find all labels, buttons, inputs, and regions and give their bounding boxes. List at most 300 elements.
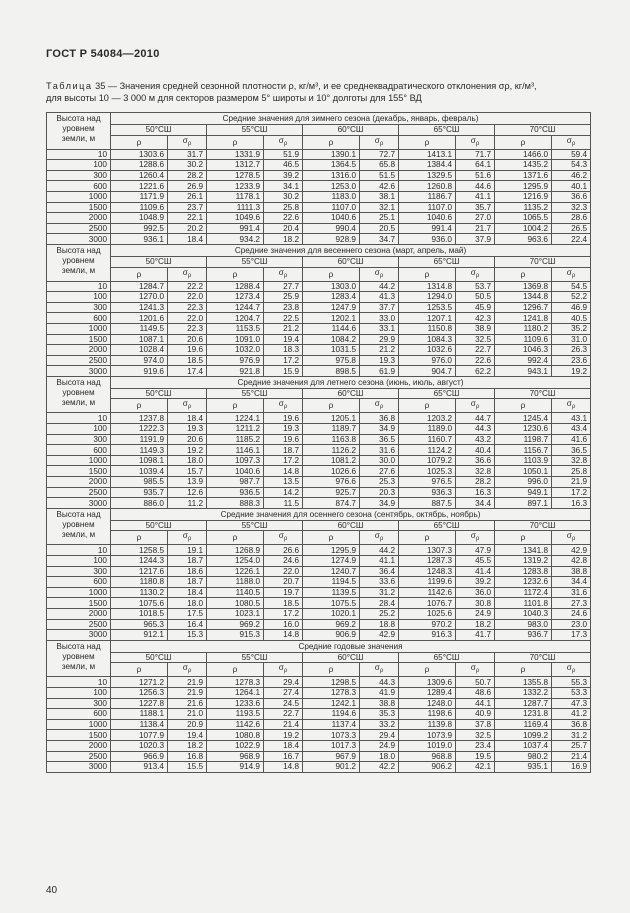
sigma-cell: 21.9: [552, 477, 591, 488]
rho-cell: 936.3: [399, 487, 456, 498]
sigma-cell: 32.5: [456, 334, 495, 345]
latitude-header: 60°СШ: [303, 256, 399, 267]
sigma-cell: 21.7: [456, 223, 495, 234]
sigma-cell: 15.3: [168, 630, 207, 641]
symbol-row: [47, 531, 591, 545]
sigma-cell: 62.2: [456, 366, 495, 377]
sigma-cell: 26.3: [552, 345, 591, 356]
rho-cell: 991.4: [399, 223, 456, 234]
sigma-cell: 22.5: [264, 313, 303, 324]
sigma-subscript: ρ: [475, 140, 480, 147]
altitude-cell: 300: [47, 170, 111, 181]
table-row: [47, 160, 591, 171]
rho-symbol: ρ: [303, 267, 360, 281]
sigma-cell: 18.7: [168, 577, 207, 588]
latitude-header: 65°СШ: [399, 125, 495, 136]
rho-cell: 1025.3: [399, 466, 456, 477]
sigma-cell: 45.9: [456, 302, 495, 313]
sigma-cell: 18.2: [264, 234, 303, 245]
sigma-cell: 31.7: [168, 149, 207, 160]
table-row: [47, 366, 591, 377]
altitude-cell: 10: [47, 281, 111, 292]
rho-cell: 1186.7: [399, 191, 456, 202]
rho-cell: 1193.5: [207, 709, 264, 720]
altitude-cell: 10: [47, 413, 111, 424]
rho-cell: 1183.0: [303, 191, 360, 202]
sigma-cell: 42.8: [552, 556, 591, 567]
sigma-letter: σ: [374, 135, 380, 145]
altitude-cell: 2500: [47, 487, 111, 498]
rho-symbol: ρ: [111, 531, 168, 545]
sigma-cell: 51.6: [456, 170, 495, 181]
sigma-cell: 18.0: [168, 455, 207, 466]
section-title-row: [47, 640, 591, 652]
rho-cell: 1240.7: [303, 566, 360, 577]
rho-cell: 976.5: [399, 477, 456, 488]
sigma-symbol: [456, 267, 495, 281]
rho-cell: 935.1: [495, 762, 552, 773]
rho-cell: 976.9: [207, 355, 264, 366]
rho-cell: 1099.2: [495, 730, 552, 741]
sigma-cell: 14.8: [264, 762, 303, 773]
sigma-symbol: [264, 135, 303, 149]
rho-cell: 1217.6: [111, 566, 168, 577]
sigma-cell: 28.2: [456, 477, 495, 488]
section-title-row: [47, 376, 591, 388]
rho-symbol: ρ: [111, 399, 168, 413]
rho-cell: 936.1: [111, 234, 168, 245]
sigma-cell: 40.4: [456, 445, 495, 456]
sigma-symbol: [456, 663, 495, 677]
sigma-cell: 53.7: [456, 281, 495, 292]
altitude-cell: 10: [47, 545, 111, 556]
sigma-cell: 19.7: [264, 587, 303, 598]
rho-cell: 1025.6: [399, 608, 456, 619]
rho-cell: 1271.2: [111, 677, 168, 688]
rho-cell: 1188.0: [207, 577, 264, 588]
rho-cell: 992.5: [111, 223, 168, 234]
rho-cell: 1307.3: [399, 545, 456, 556]
sigma-cell: 21.4: [264, 719, 303, 730]
altitude-cell: 1500: [47, 202, 111, 213]
sigma-cell: 29.4: [264, 677, 303, 688]
rho-cell: 1163.8: [303, 434, 360, 445]
rho-cell: 1316.0: [303, 170, 360, 181]
sigma-cell: 24.6: [264, 556, 303, 567]
table-row: [47, 234, 591, 245]
altitude-cell: 100: [47, 160, 111, 171]
rho-cell: 1079.2: [399, 455, 456, 466]
sigma-cell: 34.9: [360, 424, 399, 435]
altitude-cell: 3000: [47, 630, 111, 641]
sigma-symbol: [552, 399, 591, 413]
latitude-header: 70°СШ: [495, 520, 591, 531]
latitude-header: 50°СШ: [111, 388, 207, 399]
rho-cell: 1124.2: [399, 445, 456, 456]
caption-text-line2: для высоты 10 — 3 000 м для секторов размером 5° широты и 10° долготы для 155° ВД: [46, 93, 422, 103]
sigma-cell: 41.1: [456, 191, 495, 202]
sigma-cell: 29.4: [360, 730, 399, 741]
rho-cell: 1274.9: [303, 556, 360, 567]
rho-cell: 906.9: [303, 630, 360, 641]
rho-cell: 1135.2: [495, 202, 552, 213]
table-row: [47, 424, 591, 435]
rho-cell: 1018.5: [111, 608, 168, 619]
altitude-cell: 1500: [47, 598, 111, 609]
sigma-letter: σ: [566, 399, 572, 409]
latitude-header: 55°СШ: [207, 125, 303, 136]
altitude-cell: 2000: [47, 740, 111, 751]
table-row: [47, 313, 591, 324]
rho-cell: 1201.6: [111, 313, 168, 324]
altitude-cell: 2000: [47, 477, 111, 488]
rho-cell: 1144.6: [303, 323, 360, 334]
rho-symbol: ρ: [495, 399, 552, 413]
rho-cell: 1203.2: [399, 413, 456, 424]
document-header: ГОСТ Р 54084—2010: [46, 48, 160, 60]
rho-cell: 1142.6: [207, 719, 264, 730]
rho-cell: 1390.1: [303, 149, 360, 160]
sigma-letter: σ: [374, 267, 380, 277]
sigma-cell: 32.5: [456, 730, 495, 741]
sigma-cell: 15.7: [168, 466, 207, 477]
sigma-symbol: [168, 399, 207, 413]
altitude-cell: 2500: [47, 751, 111, 762]
altitude-cell: 300: [47, 566, 111, 577]
table-row: [47, 598, 591, 609]
sigma-symbol: [264, 267, 303, 281]
table-row: [47, 149, 591, 160]
rho-cell: 1028.4: [111, 345, 168, 356]
rho-cell: 963.6: [495, 234, 552, 245]
sigma-letter: σ: [374, 663, 380, 673]
rho-cell: 1040.6: [207, 466, 264, 477]
sigma-cell: 43.1: [552, 413, 591, 424]
rho-cell: 1180.8: [111, 577, 168, 588]
rho-symbol: ρ: [303, 663, 360, 677]
altitude-cell: 1500: [47, 466, 111, 477]
rho-cell: 906.2: [399, 762, 456, 773]
sigma-cell: 47.9: [456, 545, 495, 556]
sigma-cell: 19.4: [168, 730, 207, 741]
sigma-cell: 33.2: [360, 719, 399, 730]
sigma-cell: 22.0: [168, 313, 207, 324]
sigma-cell: 23.6: [552, 355, 591, 366]
sigma-cell: 38.1: [360, 191, 399, 202]
sigma-cell: 17.2: [264, 608, 303, 619]
sigma-cell: 54.5: [552, 281, 591, 292]
rho-cell: 1298.5: [303, 677, 360, 688]
sigma-subscript: ρ: [475, 668, 480, 675]
latitude-header: 70°СШ: [495, 388, 591, 399]
sigma-cell: 18.3: [264, 345, 303, 356]
table-row: [47, 191, 591, 202]
altitude-cell: 600: [47, 313, 111, 324]
sigma-cell: 36.5: [552, 445, 591, 456]
sigma-cell: 16.9: [552, 762, 591, 773]
latitude-header: 65°СШ: [399, 652, 495, 663]
sigma-cell: 33.6: [360, 577, 399, 588]
rho-symbol: ρ: [399, 135, 456, 149]
rho-cell: 1303.0: [303, 281, 360, 292]
rho-symbol: ρ: [111, 267, 168, 281]
rho-cell: 1248.0: [399, 698, 456, 709]
sigma-cell: 36.6: [456, 455, 495, 466]
rho-cell: 943.1: [495, 366, 552, 377]
rho-cell: 1020.1: [303, 608, 360, 619]
table-row: [47, 719, 591, 730]
rho-cell: 1284.7: [111, 281, 168, 292]
rho-cell: 887.5: [399, 498, 456, 509]
sigma-cell: 22.3: [168, 302, 207, 313]
rho-cell: 1202.1: [303, 313, 360, 324]
sigma-subscript: ρ: [475, 404, 480, 411]
rho-cell: 1091.0: [207, 334, 264, 345]
rho-cell: 1384.4: [399, 160, 456, 171]
altitude-cell: 600: [47, 181, 111, 192]
row-header: Высота над уровнем земли, м: [47, 376, 111, 413]
rho-cell: 1241.3: [111, 302, 168, 313]
rho-cell: 1037.4: [495, 740, 552, 751]
rho-cell: 1140.5: [207, 587, 264, 598]
sigma-letter: σ: [566, 531, 572, 541]
sigma-letter: σ: [278, 135, 284, 145]
sigma-cell: 21.4: [552, 751, 591, 762]
sigma-cell: 27.0: [456, 213, 495, 224]
sigma-cell: 41.1: [360, 556, 399, 567]
sigma-letter: σ: [278, 663, 284, 673]
altitude-cell: 600: [47, 445, 111, 456]
rho-cell: 1050.1: [495, 466, 552, 477]
altitude-cell: 2500: [47, 355, 111, 366]
rho-cell: 1048.9: [111, 213, 168, 224]
table-row: [47, 445, 591, 456]
sigma-cell: 22.4: [552, 234, 591, 245]
sigma-cell: 44.3: [360, 677, 399, 688]
table-row: [47, 487, 591, 498]
rho-cell: 1073.3: [303, 730, 360, 741]
rho-cell: 916.3: [399, 630, 456, 641]
rho-cell: 1019.0: [399, 740, 456, 751]
sigma-cell: 14.8: [264, 466, 303, 477]
sigma-cell: 31.0: [552, 334, 591, 345]
rho-cell: 1156.7: [495, 445, 552, 456]
sigma-subscript: ρ: [379, 536, 384, 543]
sigma-cell: 24.9: [456, 608, 495, 619]
rho-cell: 992.4: [495, 355, 552, 366]
sigma-cell: 36.4: [360, 566, 399, 577]
sigma-cell: 71.7: [456, 149, 495, 160]
sigma-subscript: ρ: [283, 140, 288, 147]
rho-cell: 970.2: [399, 619, 456, 630]
rho-cell: 1073.9: [399, 730, 456, 741]
sigma-subscript: ρ: [571, 404, 576, 411]
sigma-cell: 38.8: [360, 698, 399, 709]
rho-symbol: ρ: [303, 399, 360, 413]
rho-cell: 1309.6: [399, 677, 456, 688]
sigma-cell: 35.7: [456, 202, 495, 213]
sigma-cell: 43.2: [456, 434, 495, 445]
rho-cell: 1364.5: [303, 160, 360, 171]
sigma-cell: 20.9: [168, 719, 207, 730]
altitude-cell: 2500: [47, 223, 111, 234]
rho-cell: 1283.4: [303, 292, 360, 303]
sigma-cell: 17.2: [552, 487, 591, 498]
rho-cell: 1222.3: [111, 424, 168, 435]
sigma-cell: 30.0: [360, 455, 399, 466]
rho-cell: 1211.2: [207, 424, 264, 435]
sigma-cell: 50.7: [456, 677, 495, 688]
sigma-cell: 19.2: [264, 730, 303, 741]
sigma-cell: 18.5: [168, 355, 207, 366]
rho-cell: 1142.6: [399, 587, 456, 598]
rho-cell: 949.1: [495, 487, 552, 498]
sigma-cell: 17.5: [168, 608, 207, 619]
table-row: [47, 740, 591, 751]
sigma-cell: 41.7: [456, 630, 495, 641]
sigma-cell: 37.7: [360, 302, 399, 313]
rho-cell: 898.5: [303, 366, 360, 377]
sigma-cell: 37.9: [456, 234, 495, 245]
rho-cell: 1084.3: [399, 334, 456, 345]
rho-cell: 1160.7: [399, 434, 456, 445]
rho-cell: 1256.3: [111, 687, 168, 698]
rho-cell: 1153.5: [207, 323, 264, 334]
rho-cell: 1046.3: [495, 345, 552, 356]
sigma-cell: 18.4: [168, 587, 207, 598]
rho-cell: 1087.1: [111, 334, 168, 345]
altitude-cell: 300: [47, 434, 111, 445]
rho-cell: 1189.7: [303, 424, 360, 435]
sigma-cell: 17.3: [552, 630, 591, 641]
sigma-letter: σ: [470, 399, 476, 409]
sigma-cell: 34.4: [552, 577, 591, 588]
table-caption: [46, 80, 591, 104]
latitude-header: 55°СШ: [207, 520, 303, 531]
rho-cell: 1224.1: [207, 413, 264, 424]
symbol-row: [47, 663, 591, 677]
rho-cell: 935.7: [111, 487, 168, 498]
table-row: [47, 630, 591, 641]
sigma-cell: 41.3: [360, 292, 399, 303]
sigma-cell: 36.6: [552, 191, 591, 202]
sigma-cell: 38.9: [456, 323, 495, 334]
rho-cell: 1065.5: [495, 213, 552, 224]
table-row: [47, 223, 591, 234]
altitude-cell: 600: [47, 709, 111, 720]
rho-cell: 1075.6: [111, 598, 168, 609]
rho-cell: 1355.8: [495, 677, 552, 688]
rho-cell: 1189.0: [399, 424, 456, 435]
rho-cell: 1032.0: [207, 345, 264, 356]
sigma-cell: 42.1: [456, 762, 495, 773]
table-row: [47, 709, 591, 720]
rho-cell: 1098.1: [111, 455, 168, 466]
sigma-cell: 19.3: [360, 355, 399, 366]
sigma-cell: 30.2: [168, 160, 207, 171]
rho-cell: 1435.2: [495, 160, 552, 171]
sigma-cell: 38.8: [552, 566, 591, 577]
rho-symbol: ρ: [399, 267, 456, 281]
rho-cell: 987.7: [207, 477, 264, 488]
altitude-cell: 2000: [47, 213, 111, 224]
rho-cell: 969.2: [303, 619, 360, 630]
caption-number: 35: [95, 81, 106, 91]
sigma-cell: 36.5: [360, 434, 399, 445]
rho-cell: 1254.0: [207, 556, 264, 567]
rho-cell: 1230.6: [495, 424, 552, 435]
rho-cell: 1022.9: [207, 740, 264, 751]
altitude-cell: 3000: [47, 762, 111, 773]
sigma-symbol: [264, 399, 303, 413]
sigma-cell: 22.1: [168, 213, 207, 224]
rho-cell: 1040.3: [495, 608, 552, 619]
sigma-cell: 18.6: [168, 566, 207, 577]
rho-cell: 975.8: [303, 355, 360, 366]
sigma-cell: 44.2: [360, 545, 399, 556]
sigma-cell: 48.6: [456, 687, 495, 698]
rho-cell: 1150.8: [399, 323, 456, 334]
page-number: 40: [46, 885, 58, 896]
sigma-letter: σ: [278, 267, 284, 277]
sigma-letter: σ: [182, 663, 188, 673]
sigma-symbol: [360, 399, 399, 413]
sigma-subscript: ρ: [379, 272, 384, 279]
rho-cell: 1278.3: [303, 687, 360, 698]
rho-cell: 1178.1: [207, 191, 264, 202]
rho-cell: 1076.7: [399, 598, 456, 609]
latitude-header: 55°СШ: [207, 256, 303, 267]
rho-cell: 1081.2: [303, 455, 360, 466]
row-header: Высота над уровнем земли, м: [47, 113, 111, 150]
sigma-cell: 65.8: [360, 160, 399, 171]
sigma-letter: σ: [566, 135, 572, 145]
sigma-cell: 17.2: [264, 355, 303, 366]
sigma-cell: 64.1: [456, 160, 495, 171]
sigma-cell: 27.7: [264, 281, 303, 292]
table-row: [47, 698, 591, 709]
sigma-cell: 20.3: [360, 487, 399, 498]
rho-cell: 1295.9: [303, 545, 360, 556]
sigma-cell: 22.7: [456, 345, 495, 356]
sigma-letter: σ: [566, 267, 572, 277]
rho-cell: 1268.9: [207, 545, 264, 556]
section-title-row: [47, 508, 591, 520]
sigma-cell: 19.5: [456, 751, 495, 762]
rho-cell: 1180.2: [495, 323, 552, 334]
rho-symbol: ρ: [495, 663, 552, 677]
rho-cell: 1233.6: [207, 698, 264, 709]
sigma-symbol: [360, 267, 399, 281]
sigma-cell: 18.4: [264, 740, 303, 751]
rho-cell: 1109.6: [111, 202, 168, 213]
table-row: [47, 751, 591, 762]
rho-symbol: ρ: [495, 267, 552, 281]
sigma-cell: 16.4: [168, 619, 207, 630]
latitude-header: 60°СШ: [303, 520, 399, 531]
sigma-cell: 22.6: [264, 213, 303, 224]
rho-cell: 1260.8: [399, 181, 456, 192]
rho-cell: 1278.5: [207, 170, 264, 181]
rho-cell: 1149.3: [111, 445, 168, 456]
sigma-cell: 46.5: [264, 160, 303, 171]
table-row: [47, 730, 591, 741]
table-row: [47, 345, 591, 356]
sigma-letter: σ: [470, 663, 476, 673]
sigma-cell: 15.5: [168, 762, 207, 773]
sigma-cell: 42.9: [552, 545, 591, 556]
rho-cell: 1273.4: [207, 292, 264, 303]
